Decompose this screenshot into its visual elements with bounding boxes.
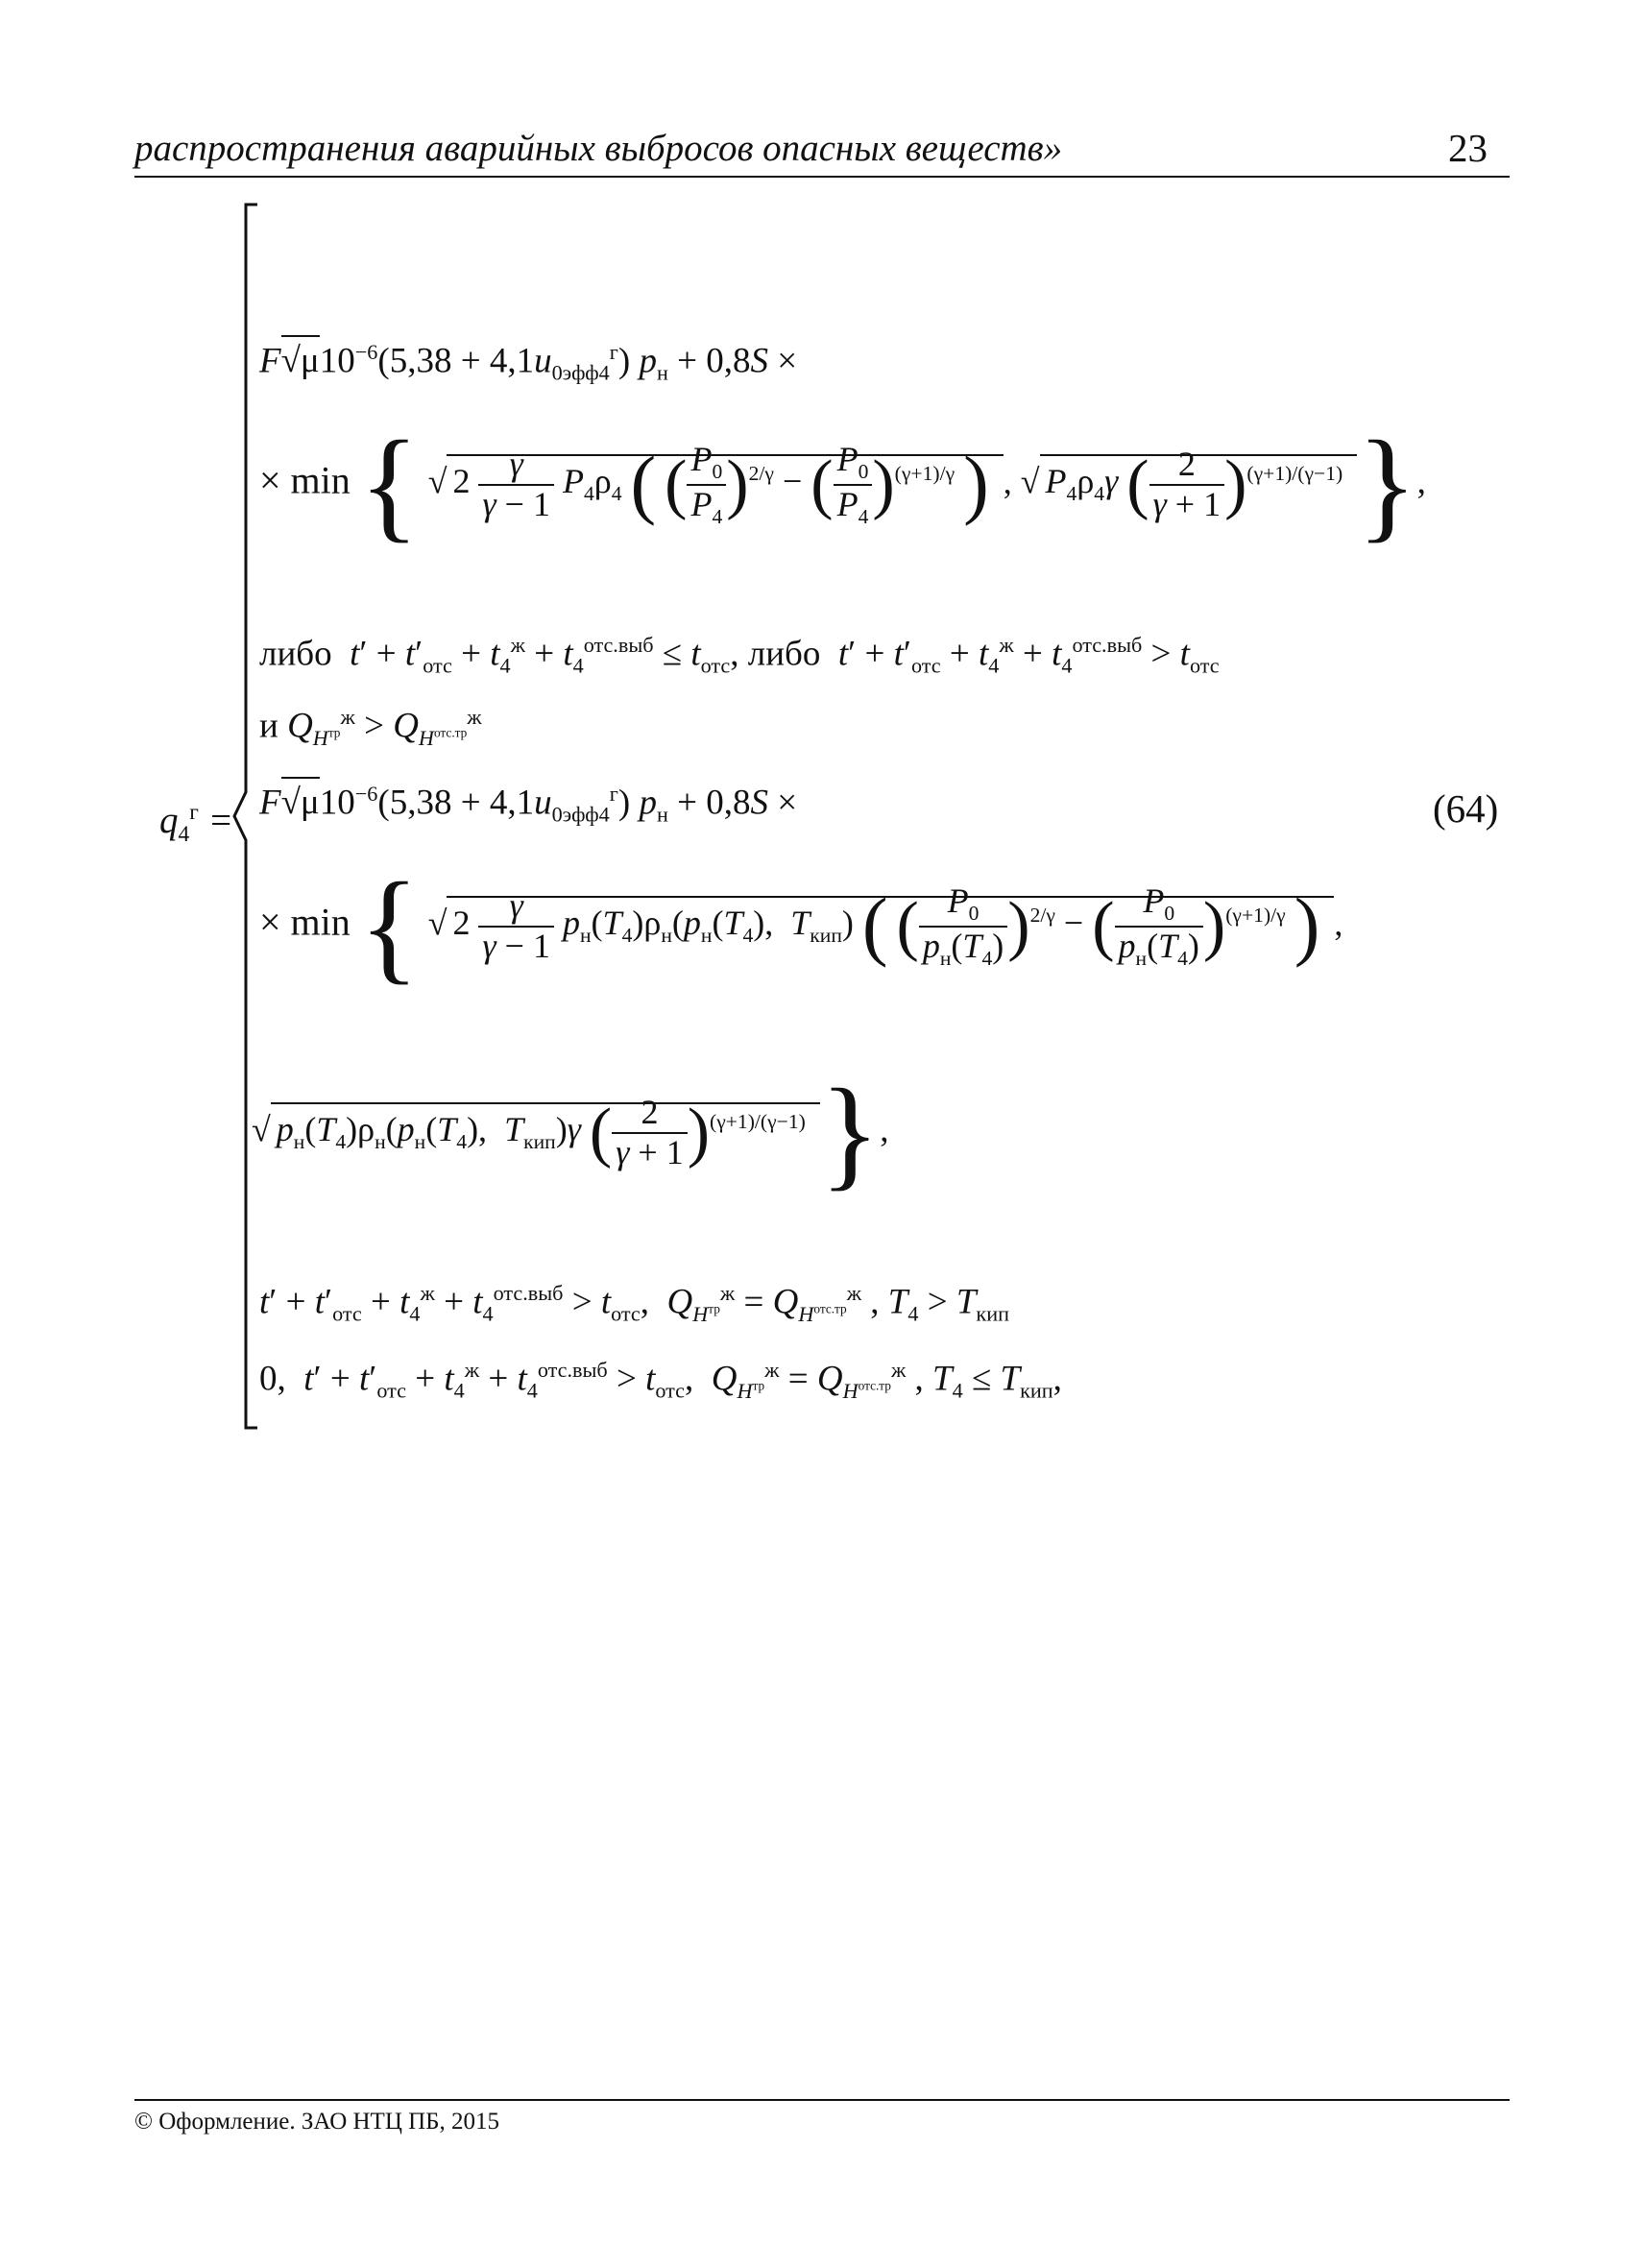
equation-number: (64): [1433, 786, 1499, 831]
footer-copyright: © Оформление. ЗАО НТЦ ПБ, 2015: [134, 2109, 500, 2135]
formula-line-4: и $Q_{H^{тр}}^ж > Q_{H^{отс.тр}}^ж$: [259, 705, 482, 750]
formula-line-7: √ $p_н(T_4)\rho_н(p_н(T_4)$, $T_{кип})\gamma$ ( $\frac{2}{\gamma + 1}$ )$^{(\gamma+1)/(\gamma-1)}$ },: [252, 1064, 889, 1202]
formula-line-8: $t' + t'_{отс} + t_4^ж + t_4^{отс.выб} > t_{отс}$, $Q_{H^{тр}}^ж = Q_{H^{отс.тр}}^ж$ , $T_4 > T_{кип}$: [259, 1281, 1009, 1326]
formula-line-6: × min { √ 2 $\frac{\gamma}{\gamma - 1}$ $p_н(T_4)\rho_н(p_н(T_4)$, $T_{кип}$) ( ( $\frac{P_0}{p_н(T_4)}$ )$^{2/\gamma}$ − ( $\frac{P_0}{p_н(T_4)}$ )$^{(\gamma+1)/\gamma}$ ) ,: [259, 857, 1343, 996]
equation-lhs: $q_4^г$ =: [159, 800, 233, 847]
page-number: 23: [1448, 126, 1488, 170]
footer-rule: [134, 2099, 1510, 2101]
formula-line-5: $F√\mu 10^{-6}(5,38 + 4,1u_{0эфф4}^г) p_н + 0,8S$ ×: [259, 783, 797, 827]
formula-line-2: × min { √ 2 $\frac{\gamma}{\gamma - 1}$ $P_4\rho_4$ ( ( $\frac{P_0}{P_4}$ )$^{2/\gamma}$ − ( $\frac{P_0}{P_4}$ )$^{(\gamma+1)/\gamma}$ ) , √ $P_4\rho_4\gamma$ ( $\frac{2}{\gamma + 1}$ )$^{(\gamma+1)/(\gamma-1)}$ },: [259, 416, 1426, 554]
running-header: распространения аварийных выбросов опасных веществ»: [134, 128, 1063, 169]
formula-line-9: 0, $t' + t'_{отс} + t_4^ж + t_4^{отс.выб} > t_{отс}$, $Q_{H^{тр}}^ж = Q_{H^{отс.тр}}^ж$ , $T_4 \le T_{кип}$,: [259, 1358, 1062, 1403]
formula-line-1: $F√\mu 10^{-6}(5,38 + 4,1u_{0эфф4}^г) p_н + 0,8S$ ×: [259, 341, 797, 385]
header-rule: [134, 176, 1510, 178]
formula-line-3: либо $t' + t'_{отс} + t_4^ж + t_4^{отс.выб} \le t_{отс}$, либо $t' + t'_{отс} + t_4^ж + t_4^{отс.выб} > t_{отс}$: [259, 633, 1220, 678]
